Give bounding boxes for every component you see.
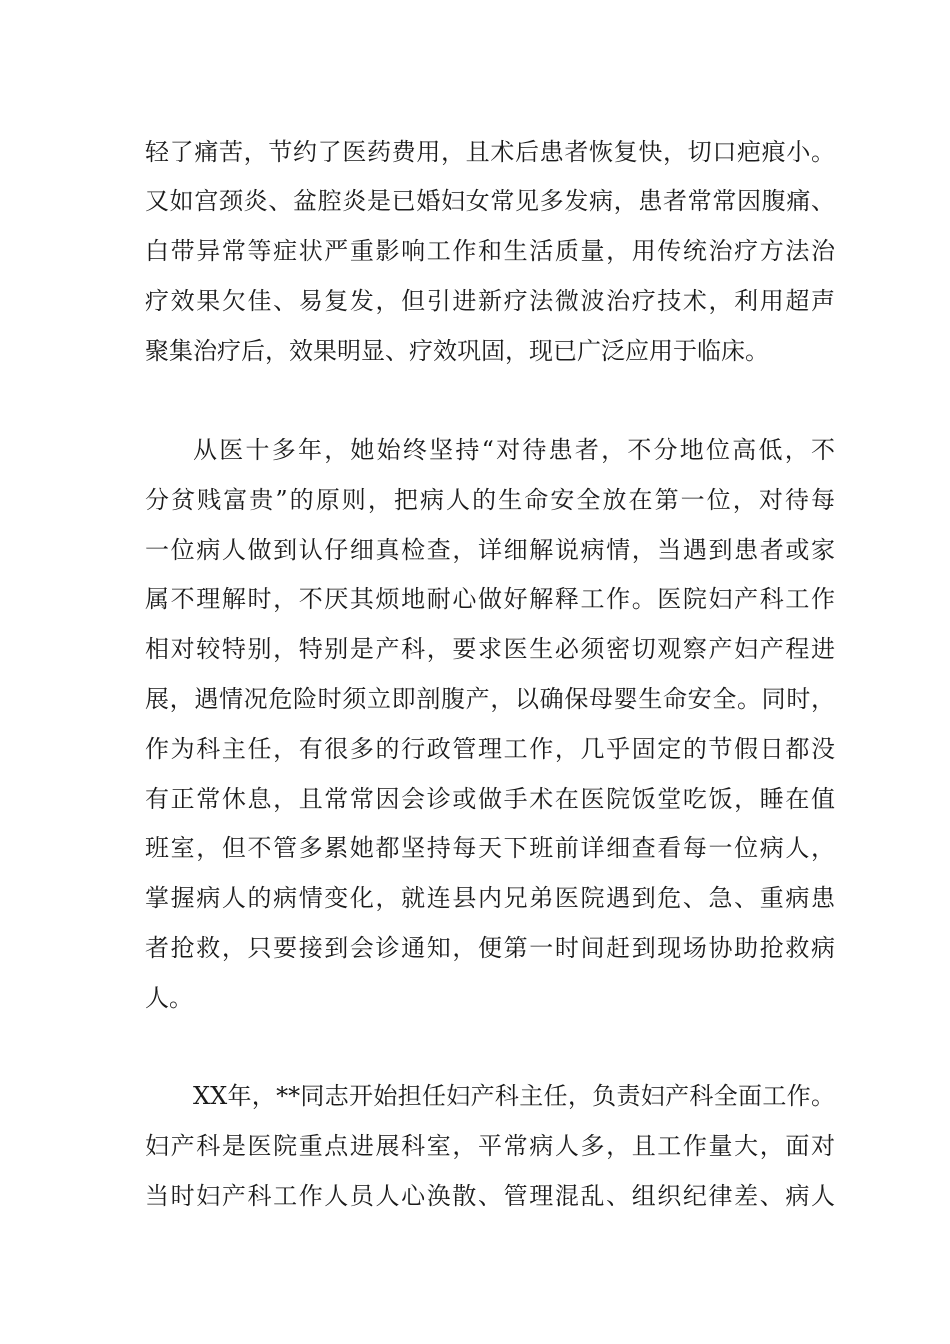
text-line: 班室，但不管多累她都坚持每天下班前详细查看每一位病人，	[145, 834, 835, 862]
text-line: 展，遇情况危险时须立即剖腹产，以确保母婴生命安全。同时，	[145, 685, 835, 713]
text-line: 从医十多年，她始终坚持“对待患者，不分地位高低，不	[193, 436, 835, 464]
text-line: 一位病人做到认仔细真检查，详细解说病情，当遇到患者或家	[145, 536, 835, 564]
text-line: 分贫贱富贵”的原则，把病人的生命安全放在第一位，对待每	[145, 486, 835, 514]
text-line: 有正常休息，且常常因会诊或做手术在医院饭堂吃饭，睡在值	[145, 785, 835, 813]
text-line: XX年，**同志开始担任妇产科主任，负责妇产科全面工作。	[193, 1082, 835, 1110]
text-line: 轻了痛苦，节约了医药费用，且术后患者恢复快，切口疤痕小。	[145, 138, 835, 166]
text-line: 白带异常等症状严重影响工作和生活质量，用传统治疗方法治	[145, 237, 835, 265]
text-line: 作为科主任，有很多的行政管理工作，几乎固定的节假日都没	[145, 735, 835, 763]
text-line: 相对较特别，特别是产科，要求医生必须密切观察产妇产程进	[145, 635, 835, 663]
text-line: 当时妇产科工作人员人心涣散、管理混乱、组织纪律差、病人	[145, 1182, 835, 1210]
text-line: 者抢救，只要接到会诊通知，便第一时间赶到现场协助抢救病	[145, 934, 835, 962]
text-line: 妇产科是医院重点进展科室，平常病人多，且工作量大，面对	[145, 1132, 835, 1160]
text-line: 人。	[145, 984, 193, 1012]
text-line: 掌握病人的病情变化，就连县内兄弟医院遇到危、急、重病患	[145, 884, 835, 912]
text-line: 疗效果欠佳、易复发，但引进新疗法微波治疗技术，利用超声	[145, 287, 835, 315]
text-line: 属不理解时，不厌其烦地耐心做好解释工作。医院妇产科工作	[145, 585, 835, 613]
text-line: 又如宫颈炎、盆腔炎是已婚妇女常见多发病，患者常常因腹痛、	[145, 187, 835, 215]
text-line: 聚集治疗后，效果明显、疗效巩固，现已广泛应用于临床。	[145, 337, 769, 365]
